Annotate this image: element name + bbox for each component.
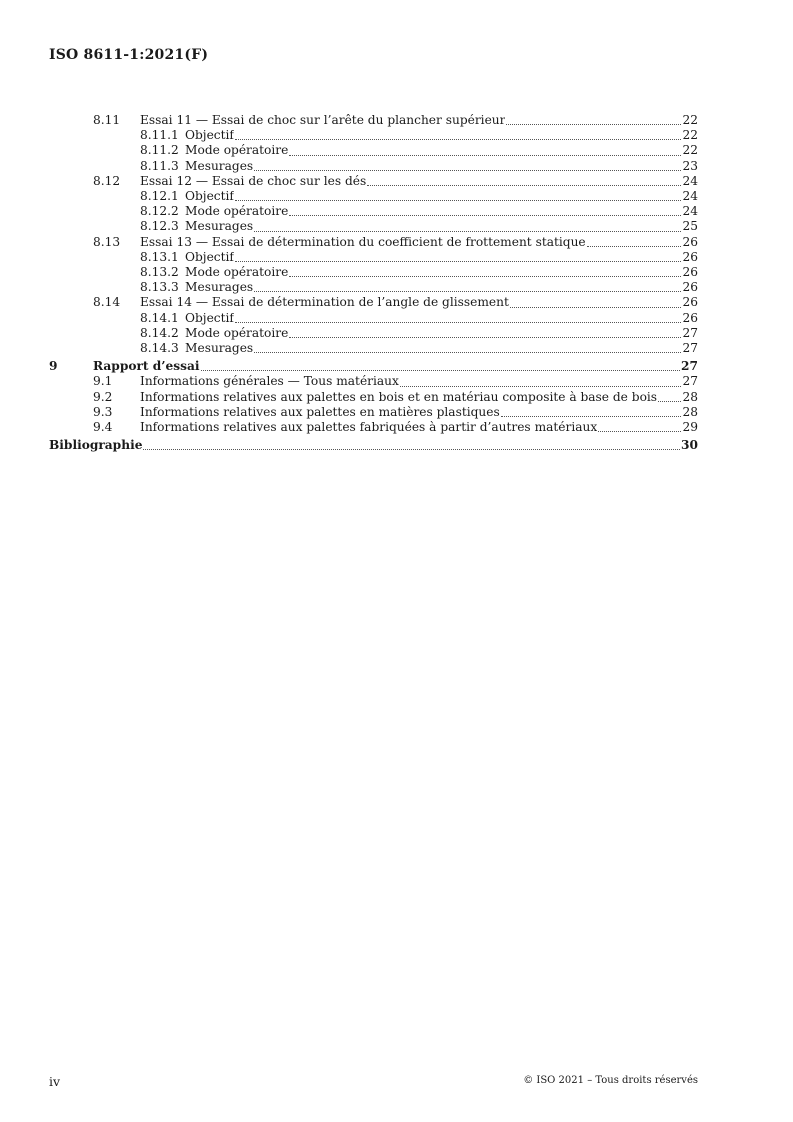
toc-title: Mesurages xyxy=(185,158,254,173)
toc-title: Essai 11 — Essai de choc sur l’arête du plancher supérieur xyxy=(140,113,506,127)
toc-entry-8-11-3[interactable] xyxy=(49,159,698,174)
toc-entry-9-2[interactable] xyxy=(49,390,698,405)
toc-page-number: 30 xyxy=(681,438,698,453)
footer-copyright: © ISO 2021 – Tous droits réservés xyxy=(523,1075,698,1086)
toc-title: Objectif xyxy=(185,189,234,204)
leader-dots xyxy=(289,154,681,156)
toc-page-number: 28 xyxy=(682,404,698,419)
toc-title: Mode opératoire xyxy=(185,325,289,340)
toc-number: 8.11 xyxy=(93,113,121,127)
toc-title: Mesurages xyxy=(185,341,254,356)
toc-page-number: 25 xyxy=(682,219,698,234)
toc-number: 9.4 xyxy=(93,420,113,435)
toc-entry-9[interactable] xyxy=(49,359,698,374)
toc-page-number: 26 xyxy=(682,265,698,280)
toc-entry-8-14-2[interactable] xyxy=(49,326,698,341)
toc-number: 8.13.3 xyxy=(140,280,179,295)
toc-number: 8.12 xyxy=(93,173,121,188)
toc-page-number: 27 xyxy=(682,374,698,389)
toc-entry-8-14-3[interactable] xyxy=(49,341,698,356)
toc-page-number: 24 xyxy=(682,189,698,204)
toc-title: Mode opératoire xyxy=(185,143,289,158)
toc-entry-8-13-2[interactable] xyxy=(49,265,698,280)
leader-dots xyxy=(254,290,681,292)
toc-title: Informations générales — Tous matériaux xyxy=(140,374,399,389)
toc-page-number: 27 xyxy=(682,341,698,356)
leader-dots xyxy=(510,306,681,308)
leader-dots xyxy=(235,260,681,262)
toc-page-number: 26 xyxy=(682,249,698,264)
toc-page-number: 27 xyxy=(682,325,698,340)
table-of-contents xyxy=(49,113,698,453)
leader-dots xyxy=(235,199,681,201)
leader-dots xyxy=(658,400,681,402)
leader-dots xyxy=(235,321,681,323)
toc-entry-8-13[interactable] xyxy=(49,235,698,250)
toc-title: Essai 13 — Essai de détermination du coefficient de frottement statique xyxy=(140,234,586,249)
toc-number: 8.13.1 xyxy=(140,249,179,264)
leader-dots xyxy=(201,369,680,371)
toc-title: Rapport d’essai xyxy=(93,359,200,374)
toc-page-number: 23 xyxy=(682,158,698,173)
toc-title: Informations relatives aux palettes en bois et en matériau composite à base de bois xyxy=(140,389,658,404)
leader-dots xyxy=(367,184,681,186)
toc-number: 9 xyxy=(49,359,58,374)
leader-dots xyxy=(289,214,681,216)
toc-page-number: 26 xyxy=(682,310,698,325)
toc-page-number: 26 xyxy=(682,280,698,295)
toc-page-number: 29 xyxy=(682,420,698,435)
leader-dots xyxy=(143,448,680,450)
toc-entry-9-1[interactable] xyxy=(49,374,698,389)
toc-page-number: 24 xyxy=(682,173,698,188)
toc-title: Bibliographie xyxy=(49,438,143,453)
leader-dots xyxy=(400,385,681,387)
leader-dots xyxy=(289,275,681,277)
leader-dots xyxy=(254,230,681,232)
toc-entry-8-14[interactable] xyxy=(49,295,698,310)
leader-dots xyxy=(587,245,681,247)
toc-page-number: 26 xyxy=(682,295,698,310)
leader-dots xyxy=(289,336,681,338)
toc-entry-8-12-3[interactable] xyxy=(49,219,698,234)
toc-title: Mode opératoire xyxy=(185,204,289,219)
toc-entry-9-3[interactable] xyxy=(49,405,698,420)
toc-number: 8.12.3 xyxy=(140,219,179,234)
toc-entry-8-11-2[interactable] xyxy=(49,143,698,158)
toc-number: 8.14.1 xyxy=(140,310,179,325)
toc-entry-9-4[interactable] xyxy=(49,420,698,435)
toc-number: 8.14 xyxy=(93,295,121,310)
leader-dots xyxy=(598,430,681,432)
toc-page-number: 22 xyxy=(682,143,698,158)
toc-number: 9.1 xyxy=(93,374,113,389)
toc-entry-8-11[interactable] xyxy=(49,113,698,128)
toc-title: Mesurages xyxy=(185,219,254,234)
toc-number: 8.12.1 xyxy=(140,189,179,204)
toc-entry-8-13-1[interactable] xyxy=(49,250,698,265)
toc-number: 8.12.2 xyxy=(140,204,179,219)
toc-number: 8.14.3 xyxy=(140,341,179,356)
leader-dots xyxy=(506,123,681,125)
toc-page-number: 27 xyxy=(681,359,698,374)
leader-dots xyxy=(235,138,681,140)
toc-title: Informations relatives aux palettes en matières plastiques xyxy=(140,404,500,419)
leader-dots xyxy=(254,351,681,353)
toc-page-number: 22 xyxy=(682,128,698,143)
toc-number: 8.11.2 xyxy=(140,143,179,158)
toc-page-number: 22 xyxy=(682,113,698,127)
toc-title: Objectif xyxy=(185,249,234,264)
toc-page-number: 26 xyxy=(682,234,698,249)
toc-number: 8.11.1 xyxy=(140,128,179,143)
toc-number: 8.13 xyxy=(93,234,121,249)
toc-entry-8-11-1[interactable] xyxy=(49,128,698,143)
leader-dots xyxy=(254,169,681,171)
toc-number: 9.3 xyxy=(93,404,113,419)
toc-number: 8.11.3 xyxy=(140,158,179,173)
toc-entry-8-13-3[interactable] xyxy=(49,280,698,295)
footer-page-label: iv xyxy=(49,1074,61,1089)
toc-title: Mesurages xyxy=(185,280,254,295)
toc-title: Essai 12 — Essai de choc sur les dés xyxy=(140,173,367,188)
toc-page-number: 24 xyxy=(682,204,698,219)
toc-number: 9.2 xyxy=(93,389,113,404)
toc-entry-8-12-1[interactable] xyxy=(49,189,698,204)
toc-page-number: 28 xyxy=(682,389,698,404)
leader-dots xyxy=(501,415,681,417)
document-header: ISO 8611-1:2021(F) xyxy=(49,47,209,63)
toc-title: Mode opératoire xyxy=(185,265,289,280)
toc-entry-8-12[interactable] xyxy=(49,174,698,189)
toc-title: Essai 14 — Essai de détermination de l’angle de glissement xyxy=(140,295,509,310)
toc-title: Objectif xyxy=(185,128,234,143)
toc-entry-bibliographie[interactable] xyxy=(49,438,698,453)
toc-entry-8-12-2[interactable] xyxy=(49,204,698,219)
toc-entry-8-14-1[interactable] xyxy=(49,311,698,326)
toc-title: Informations relatives aux palettes fabriquées à partir d’autres matériaux xyxy=(140,420,598,435)
toc-number: 8.13.2 xyxy=(140,265,179,280)
toc-title: Objectif xyxy=(185,310,234,325)
toc-number: 8.14.2 xyxy=(140,325,179,340)
